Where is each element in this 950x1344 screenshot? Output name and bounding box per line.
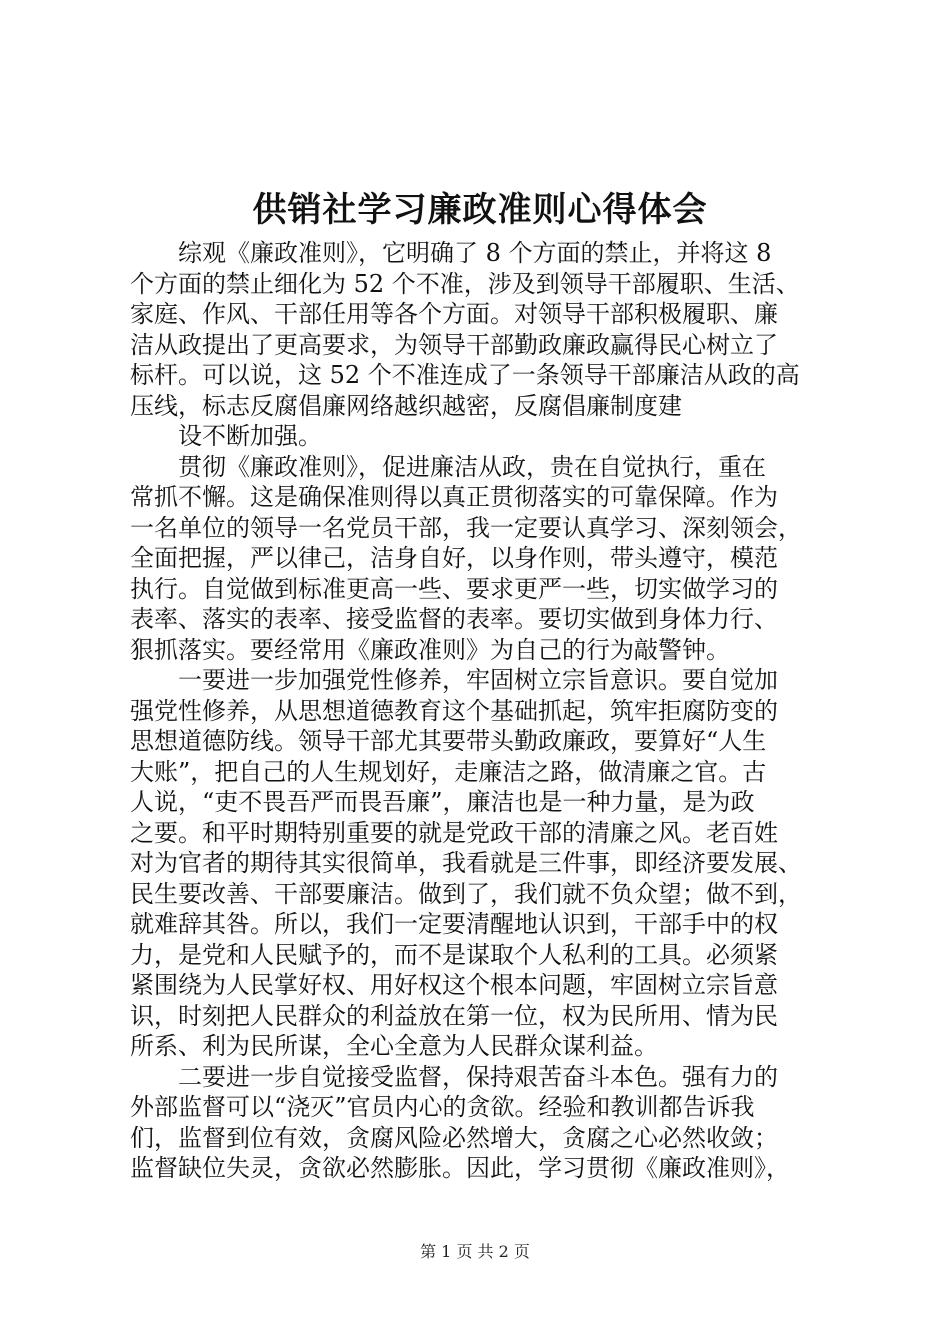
- body-line: 洁从政提出了更高要求，为领导干部勤政廉政赢得民心树立了: [130, 330, 778, 359]
- body-line: 执行。自觉做到标准更高一些、要求更严一些，切实做学习的: [130, 574, 778, 603]
- body-line: 贯彻《廉政准则》，促进廉洁从政，贵在自觉执行，重在: [130, 452, 766, 481]
- body-line: 狠抓落实。要经常用《廉政准则》为自己的行为敲警钟。: [130, 635, 730, 664]
- body-line: 就难辞其咎。所以，我们一定要清醒地认识到，干部手中的权: [130, 910, 778, 938]
- body-line: 压线，标志反腐倡廉网络越织越密，反腐倡廉制度建: [130, 391, 682, 420]
- body-line: 紧围绕为人民掌好权、用好权这个根本问题，牢固树立宗旨意: [130, 971, 778, 999]
- body-line: 对为官者的期待其实很简单，我看就是三件事，即经济要发展、: [130, 849, 802, 877]
- body-line: 二要进一步自觉接受监督，保持艰苦奋斗本色。强有力的: [130, 1062, 778, 1091]
- body-line: 思想道德防线。领导干部尤其要带头勤政廉政，要算好“人生: [130, 727, 767, 755]
- body-line: 之要。和平时期特别重要的就是党政干部的清廉之风。老百姓: [130, 818, 778, 847]
- body-line: 标杆。可以说，这 52 个不准连成了一条领导干部廉洁从政的高: [130, 361, 800, 389]
- body-line: 常抓不懈。这是确保准则得以真正贯彻落实的可靠保障。作为: [130, 483, 778, 511]
- body-line: 识，时刻把人民群众的利益放在第一位，权为民所用、情为民: [130, 1001, 778, 1030]
- body-line: 设不断加强。: [130, 422, 322, 450]
- body-line: 所系、利为民所谋，全心全意为人民群众谋利益。: [130, 1032, 658, 1060]
- body-line: 综观《廉政准则》，它明确了 8 个方面的禁止，并将这 8: [130, 239, 772, 267]
- body-line: 们，监督到位有效，贪腐风险必然增大，贪腐之心必然收敛；: [130, 1123, 778, 1152]
- body-line: 一要进一步加强党性修养，牢固树立宗旨意识。要自觉加: [130, 666, 778, 694]
- body-line: 个方面的禁止细化为 52 个不准，涉及到领导干部履职、生活、: [130, 269, 800, 298]
- page-footer: 第 1 页 共 2 页: [420, 1242, 530, 1261]
- body-line: 家庭、作风、干部任用等各个方面。对领导干部积极履职、廉: [130, 300, 778, 328]
- body-line: 民生要改善、干部要廉洁。做到了，我们就不负众望；做不到，: [130, 879, 802, 908]
- body-line: 大账”，把自己的人生规划好，走廉洁之路，做清廉之官。古: [130, 757, 767, 786]
- body-line: 强党性修养，从思想道德教育这个基础抓起，筑牢拒腐防变的: [130, 696, 778, 725]
- body-line: 监督缺位失灵，贪欲必然膨胀。因此，学习贯彻《廉政准则》，: [130, 1154, 790, 1182]
- body-line: 外部监督可以“浇灭”官员内心的贪欲。经验和教训都告诉我: [130, 1093, 755, 1121]
- document-body: [130, 238, 840, 1184]
- body-line: 表率、落实的表率、接受监督的表率。要切实做到身体力行、: [130, 605, 778, 633]
- body-line: 力，是党和人民赋予的，而不是谋取个人私利的工具。必须紧: [130, 940, 778, 969]
- document-title: 供销社学习廉政准则心得体会: [252, 190, 708, 230]
- body-line: 人说，“吏不畏吾严而畏吾廉”，廉洁也是一种力量，是为政: [130, 788, 755, 816]
- body-line: 一名单位的领导一名党员干部，我一定要认真学习、深刻领会，: [130, 513, 802, 542]
- body-line: 全面把握，严以律己，洁身自好，以身作则，带头遵守，模范: [130, 544, 778, 572]
